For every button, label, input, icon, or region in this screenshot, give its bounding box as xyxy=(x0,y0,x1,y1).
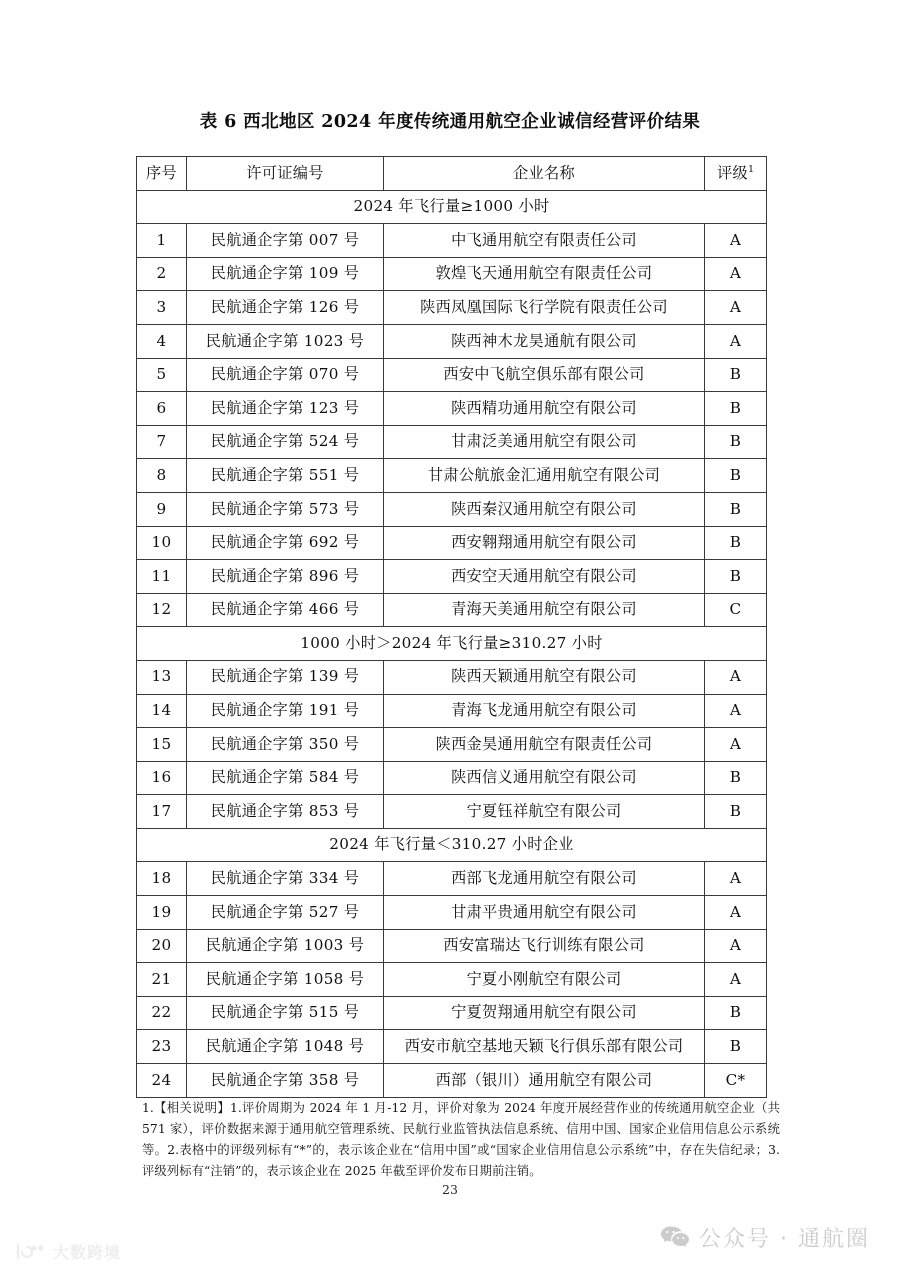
cell-company: 甘肃泛美通用航空有限公司 xyxy=(384,425,705,459)
cell-rating: B xyxy=(705,358,767,392)
cell-license: 民航通企字第 070 号 xyxy=(187,358,384,392)
cell-company: 陕西凤凰国际飞行学院有限责任公司 xyxy=(384,291,705,325)
evaluation-table-container xyxy=(136,156,766,1098)
cell-index: 5 xyxy=(137,358,187,392)
cell-company: 陕西金昊通用航空有限责任公司 xyxy=(384,728,705,762)
cell-rating: B xyxy=(705,392,767,426)
cell-rating: B xyxy=(705,425,767,459)
cell-company: 西安市航空基地天颖飞行俱乐部有限公司 xyxy=(384,1030,705,1064)
column-header-rating-label: 评级 xyxy=(716,163,748,182)
cell-license: 民航通企字第 466 号 xyxy=(187,593,384,627)
cell-rating: C xyxy=(705,593,767,627)
cell-company: 陕西精功通用航空有限公司 xyxy=(384,392,705,426)
cell-license: 民航通企字第 896 号 xyxy=(187,560,384,594)
table-row xyxy=(137,929,767,963)
cell-company: 宁夏钰祥航空有限公司 xyxy=(384,795,705,829)
cell-rating: A xyxy=(705,862,767,896)
column-header-rating xyxy=(705,157,767,191)
wechat-icon xyxy=(660,1225,690,1250)
cell-rating: A xyxy=(705,963,767,997)
cell-company: 甘肃平贵通用航空有限公司 xyxy=(384,896,705,930)
cell-license: 民航通企字第 853 号 xyxy=(187,795,384,829)
cell-index: 2 xyxy=(137,257,187,291)
cell-rating: C* xyxy=(705,1064,767,1098)
cell-license: 民航通企字第 584 号 xyxy=(187,761,384,795)
cell-index: 8 xyxy=(137,459,187,493)
cell-rating: B xyxy=(705,761,767,795)
cell-index: 1 xyxy=(137,224,187,258)
cell-license: 民航通企字第 527 号 xyxy=(187,896,384,930)
cell-index: 21 xyxy=(137,963,187,997)
table-header-row xyxy=(137,157,767,191)
column-header-license: 许可证编号 xyxy=(187,157,384,191)
table-row xyxy=(137,896,767,930)
cell-license: 民航通企字第 350 号 xyxy=(187,728,384,762)
table-row xyxy=(137,224,767,258)
cell-company: 宁夏贺翔通用航空有限公司 xyxy=(384,996,705,1030)
cell-company: 陕西神木龙昊通航有限公司 xyxy=(384,324,705,358)
cell-license: 民航通企字第 1058 号 xyxy=(187,963,384,997)
cell-license: 民航通企字第 123 号 xyxy=(187,392,384,426)
evaluation-results-table xyxy=(136,156,767,1098)
cell-rating: B xyxy=(705,1030,767,1064)
cell-index: 24 xyxy=(137,1064,187,1098)
table-row xyxy=(137,761,767,795)
cell-license: 民航通企字第 692 号 xyxy=(187,526,384,560)
watermark-left-text: 大数跨境 xyxy=(53,1243,122,1262)
cell-rating: A xyxy=(705,224,767,258)
cell-license: 民航通企字第 007 号 xyxy=(187,224,384,258)
cell-rating: A xyxy=(705,929,767,963)
cell-index: 14 xyxy=(137,694,187,728)
table-row xyxy=(137,963,767,997)
table-row xyxy=(137,728,767,762)
cell-index: 19 xyxy=(137,896,187,930)
cell-rating: B xyxy=(705,492,767,526)
cell-company: 西安翱翔通用航空有限公司 xyxy=(384,526,705,560)
cell-license: 民航通企字第 1023 号 xyxy=(187,324,384,358)
cell-license: 民航通企字第 191 号 xyxy=(187,694,384,728)
cell-license: 民航通企字第 109 号 xyxy=(187,257,384,291)
cell-company: 敦煌飞天通用航空有限责任公司 xyxy=(384,257,705,291)
footnote: 1.【相关说明】1.评价周期为 2024 年 1 月-12 月，评价对象为 2024 年度开展经营作业的传统通用航空企业（共 571 家），评价数据来源于通用航空管理系统、民航行业监管执法信息系统、信用中国、国家企业信用信息公示系统等。2.表格中的评级列标有“*”的，表示该企业在“信用中国”或“国家企业信用信息公示系统”中，存在失信纪录；3.评级列标有“注销”的，表示该企业在 2025 年截至评价发布日期前注销。 xyxy=(142,1101,780,1179)
cell-index: 12 xyxy=(137,593,187,627)
cell-index: 22 xyxy=(137,996,187,1030)
cell-company: 宁夏小刚航空有限公司 xyxy=(384,963,705,997)
watermark-right-text: 公众号 · 通航圈 xyxy=(699,1227,870,1252)
cell-index: 11 xyxy=(137,560,187,594)
cell-company: 中飞通用航空有限责任公司 xyxy=(384,224,705,258)
table-row xyxy=(137,795,767,829)
dashukuajing-logo-icon xyxy=(16,1243,46,1260)
cell-rating: A xyxy=(705,728,767,762)
column-header-company: 企业名称 xyxy=(384,157,705,191)
cell-index: 15 xyxy=(137,728,187,762)
cell-license: 民航通企字第 1003 号 xyxy=(187,929,384,963)
table-row xyxy=(137,492,767,526)
cell-license: 民航通企字第 573 号 xyxy=(187,492,384,526)
cell-rating: A xyxy=(705,660,767,694)
group-header-row xyxy=(137,828,767,862)
cell-index: 17 xyxy=(137,795,187,829)
table-row xyxy=(137,560,767,594)
table-row xyxy=(137,392,767,426)
table-row xyxy=(137,291,767,325)
cell-index: 16 xyxy=(137,761,187,795)
cell-company: 陕西天颖通用航空有限公司 xyxy=(384,660,705,694)
cell-rating: B xyxy=(705,560,767,594)
cell-index: 6 xyxy=(137,392,187,426)
cell-company: 青海天美通用航空有限公司 xyxy=(384,593,705,627)
cell-company: 陕西信义通用航空有限公司 xyxy=(384,761,705,795)
cell-rating: A xyxy=(705,694,767,728)
cell-rating: B xyxy=(705,996,767,1030)
table-row xyxy=(137,358,767,392)
group-header-label: 2024 年飞行量≥1000 小时 xyxy=(137,190,767,224)
table-row xyxy=(137,862,767,896)
table-row xyxy=(137,425,767,459)
cell-index: 7 xyxy=(137,425,187,459)
cell-index: 13 xyxy=(137,660,187,694)
cell-rating: A xyxy=(705,896,767,930)
cell-rating: A xyxy=(705,324,767,358)
cell-company: 陕西秦汉通用航空有限公司 xyxy=(384,492,705,526)
page-number: 23 xyxy=(442,1182,458,1197)
table-row xyxy=(137,459,767,493)
cell-license: 民航通企字第 1048 号 xyxy=(187,1030,384,1064)
cell-license: 民航通企字第 551 号 xyxy=(187,459,384,493)
column-header-index: 序号 xyxy=(137,157,187,191)
cell-rating: B xyxy=(705,526,767,560)
table-row xyxy=(137,324,767,358)
cell-index: 3 xyxy=(137,291,187,325)
group-header-label: 2024 年飞行量＜310.27 小时企业 xyxy=(137,828,767,862)
table-row xyxy=(137,1064,767,1098)
group-header-row xyxy=(137,627,767,661)
page-title: 表 6 西北地区 2024 年度传统通用航空企业诚信经营评价结果 xyxy=(199,112,701,132)
watermark-left xyxy=(16,1240,121,1263)
cell-company: 西部（银川）通用航空有限公司 xyxy=(384,1064,705,1098)
table-row xyxy=(137,1030,767,1064)
cell-license: 民航通企字第 515 号 xyxy=(187,996,384,1030)
cell-license: 民航通企字第 139 号 xyxy=(187,660,384,694)
table-header xyxy=(137,157,767,191)
table-row xyxy=(137,996,767,1030)
watermark-right xyxy=(660,1222,870,1253)
cell-license: 民航通企字第 524 号 xyxy=(187,425,384,459)
cell-company: 青海飞龙通用航空有限公司 xyxy=(384,694,705,728)
cell-index: 23 xyxy=(137,1030,187,1064)
group-header-label: 1000 小时＞2024 年飞行量≥310.27 小时 xyxy=(137,627,767,661)
cell-license: 民航通企字第 358 号 xyxy=(187,1064,384,1098)
table-row xyxy=(137,660,767,694)
cell-company: 西安空天通用航空有限公司 xyxy=(384,560,705,594)
cell-company: 西安富瑞达飞行训练有限公司 xyxy=(384,929,705,963)
cell-license: 民航通企字第 334 号 xyxy=(187,862,384,896)
cell-index: 9 xyxy=(137,492,187,526)
cell-company: 甘肃公航旅金汇通用航空有限公司 xyxy=(384,459,705,493)
cell-rating: A xyxy=(705,291,767,325)
table-row xyxy=(137,257,767,291)
group-header-row xyxy=(137,190,767,224)
cell-index: 20 xyxy=(137,929,187,963)
table-row xyxy=(137,526,767,560)
cell-index: 10 xyxy=(137,526,187,560)
cell-rating: A xyxy=(705,257,767,291)
cell-license: 民航通企字第 126 号 xyxy=(187,291,384,325)
cell-company: 西部飞龙通用航空有限公司 xyxy=(384,862,705,896)
cell-rating: B xyxy=(705,459,767,493)
cell-company: 西安中飞航空俱乐部有限公司 xyxy=(384,358,705,392)
table-row xyxy=(137,694,767,728)
cell-index: 4 xyxy=(137,324,187,358)
table-body xyxy=(137,190,767,1097)
cell-index: 18 xyxy=(137,862,187,896)
column-header-rating-superscript: 1 xyxy=(747,163,755,175)
cell-rating: B xyxy=(705,795,767,829)
table-row xyxy=(137,593,767,627)
